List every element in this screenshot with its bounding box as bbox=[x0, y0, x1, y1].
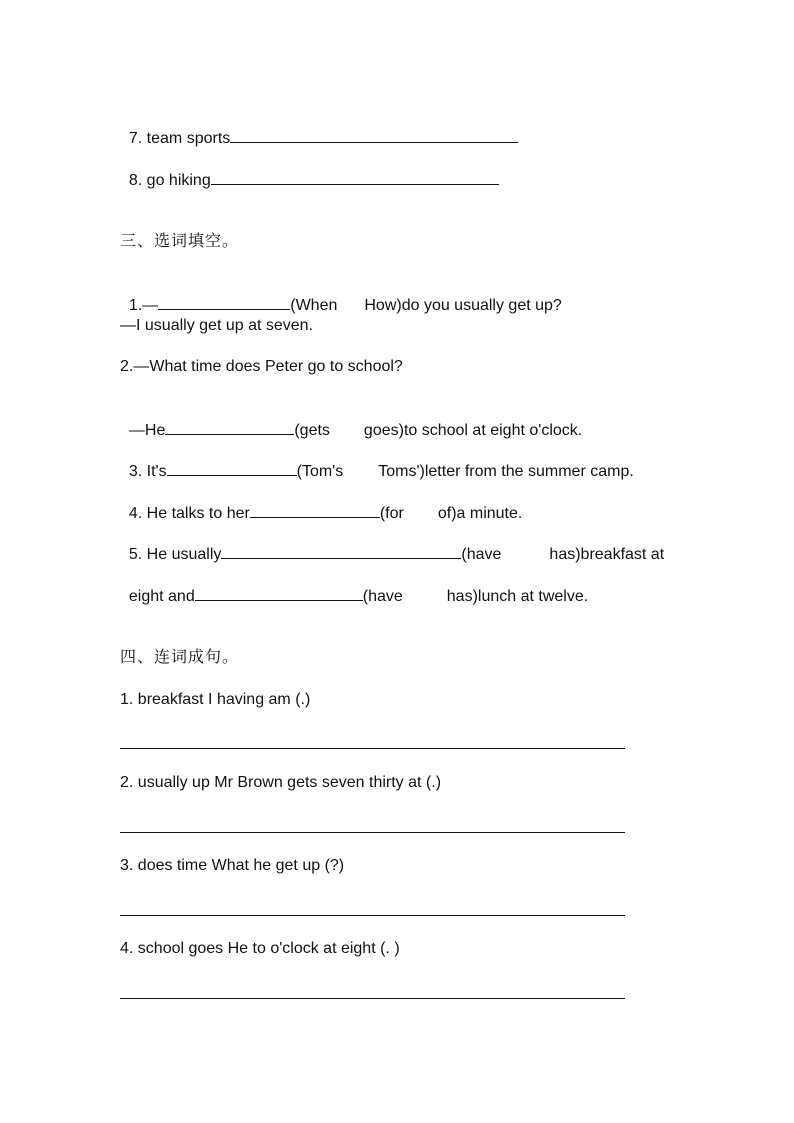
item-7-text: 7. team sports bbox=[128, 130, 231, 147]
section-3-heading: 三、选词填空。 bbox=[120, 233, 240, 250]
answer-3-1: —I usually get up at seven. bbox=[120, 317, 313, 334]
option-2: Toms')letter from the summer camp. bbox=[378, 463, 634, 480]
question-lead: 1.— bbox=[128, 297, 159, 314]
option-2: has)breakfast at bbox=[549, 546, 665, 563]
question-lead: 4. He talks to her bbox=[128, 505, 250, 522]
option-1: (Tom's bbox=[296, 463, 344, 480]
option-2: of)a minute. bbox=[437, 505, 523, 522]
item-7 bbox=[120, 107, 518, 147]
option-2: goes)to school at eight o'clock. bbox=[363, 422, 583, 439]
answer-line[interactable] bbox=[120, 832, 625, 833]
question-3-5-continued bbox=[120, 565, 589, 605]
answer-blank[interactable] bbox=[165, 419, 294, 435]
answer-blank[interactable] bbox=[211, 169, 499, 185]
question-lead: —He bbox=[128, 422, 166, 439]
option-1: (for bbox=[379, 505, 404, 522]
answer-3-2 bbox=[120, 399, 583, 439]
answer-line[interactable] bbox=[120, 915, 625, 916]
question-4-3: 3. does time What he get up (?) bbox=[120, 857, 345, 874]
answer-blank[interactable] bbox=[158, 294, 290, 310]
option-1: (When bbox=[290, 297, 338, 314]
answer-line[interactable] bbox=[120, 748, 625, 749]
question-3-5 bbox=[120, 523, 665, 563]
answer-blank[interactable] bbox=[195, 585, 363, 601]
option-1: (have bbox=[362, 588, 403, 605]
item-8 bbox=[120, 149, 499, 189]
question-4-1: 1. breakfast I having am (.) bbox=[120, 691, 311, 708]
question-4-2: 2. usually up Mr Brown gets seven thirty at (.) bbox=[120, 774, 442, 791]
section-4-heading: 四、连词成句。 bbox=[120, 649, 240, 666]
option-1: (gets bbox=[294, 422, 330, 439]
option-2: has)lunch at twelve. bbox=[446, 588, 589, 605]
question-3-2: 2.—What time does Peter go to school? bbox=[120, 358, 403, 375]
option-1: (have bbox=[461, 546, 502, 563]
answer-blank[interactable] bbox=[221, 543, 461, 559]
answer-blank[interactable] bbox=[167, 460, 297, 476]
answer-blank[interactable] bbox=[250, 502, 380, 518]
question-lead: 5. He usually bbox=[128, 546, 222, 563]
question-3-4 bbox=[120, 482, 523, 522]
answer-line[interactable] bbox=[120, 998, 625, 999]
question-3-1 bbox=[120, 274, 562, 314]
answer-blank[interactable] bbox=[230, 127, 518, 143]
question-3-3 bbox=[120, 440, 634, 480]
question-lead: 3. It's bbox=[128, 463, 167, 480]
question-lead: eight and bbox=[128, 588, 195, 605]
item-8-text: 8. go hiking bbox=[128, 172, 211, 189]
option-2: How)do you usually get up? bbox=[364, 297, 562, 314]
question-4-4: 4. school goes He to o'clock at eight (. ) bbox=[120, 940, 400, 957]
